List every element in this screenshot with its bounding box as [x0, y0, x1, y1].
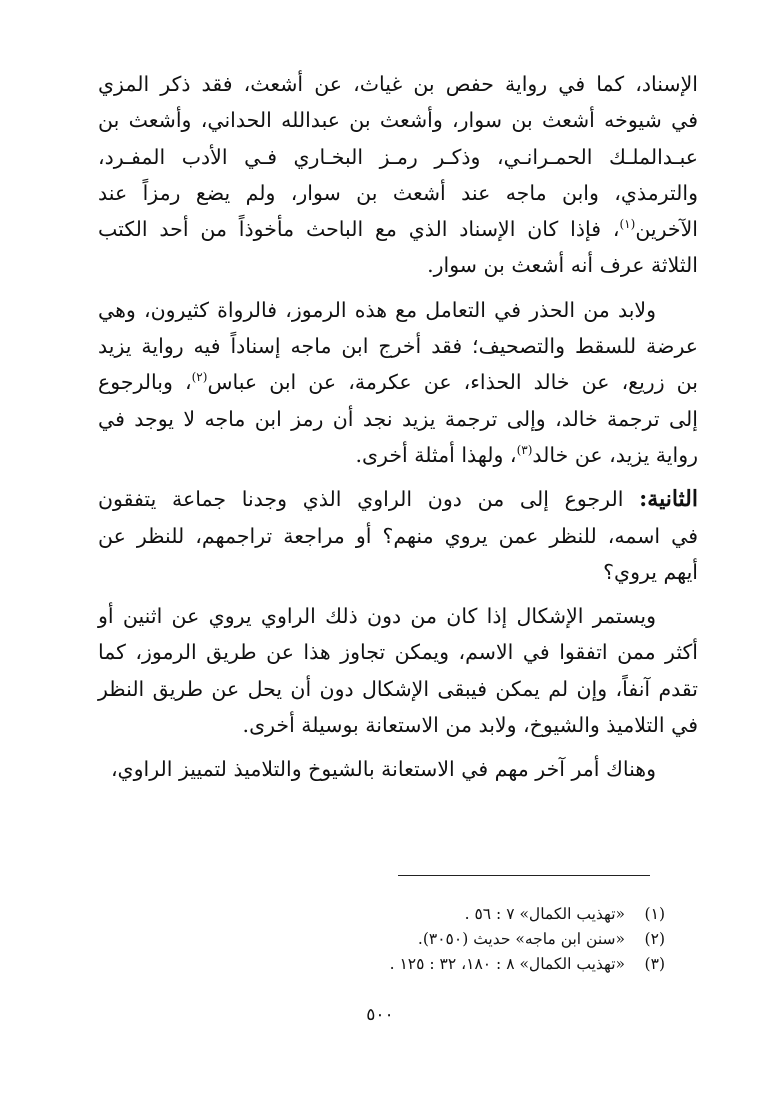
- text-fragment: ، وبالرجوع: [98, 370, 192, 395]
- text-fragment: الآخرين: [635, 217, 698, 242]
- text-line: الثلاثة عرف أنه أشعث بن سوار.: [427, 253, 698, 278]
- text-line: [98, 481, 698, 517]
- text-fragment: ، فإذا كان الإسناد الذي مع الباحث مأخوذاً من أحد الكتب: [98, 217, 620, 242]
- footnotes: [105, 902, 665, 977]
- text-line: إلى ترجمة خالد، وإلى ترجمة يزيد نجد أن رمز ابن ماجه لا يوجد في: [98, 406, 698, 431]
- text-line: في اسمه، للنظر عمن يروي منهم؟ أو مراجعة تراجمهم، للنظر عن: [98, 523, 698, 548]
- footnote-number: (٣): [644, 955, 665, 973]
- footnote-ref-3: (٣): [516, 443, 533, 458]
- text-line: وهناك أمر آخر مهم في الاستعانة بالشيوخ والتلاميذ لتمييز الراوي،: [110, 757, 656, 782]
- footnote-number: (٢): [644, 930, 665, 948]
- footnote-ref-2: (٢): [191, 370, 208, 385]
- text-line: [98, 437, 698, 473]
- footnote-number: (١): [644, 905, 665, 923]
- section-heading: الثانية:: [639, 486, 698, 513]
- footnote-text: «سنن ابن ماجه» حديث (٣٠٥٠).: [417, 930, 625, 948]
- main-text: [98, 66, 698, 788]
- text-line: الإسناد، كما في رواية حفص بن غياث، عن أشعث، فقد ذكر المزي: [98, 72, 698, 96]
- paragraph-5: [98, 751, 698, 787]
- text-line: تقدم آنفاً، وإن لم يمكن فيبقى الإشكال دون أن يحل عن طريق النظر: [98, 676, 698, 701]
- footnote-text: «تهذيب الكمال» ٨ : ١٨٠، ٣٢ : ١٢٥ .: [389, 955, 625, 973]
- paragraph-3: [98, 481, 698, 590]
- text-line: [98, 211, 698, 247]
- page-number: ٥٠٠: [366, 1005, 394, 1025]
- text-fragment: بن زريع، عن خالد الحذاء، عن عكرمة، عن ابن عباس: [207, 370, 698, 395]
- paragraph-1: [98, 66, 698, 284]
- footnote-divider: [398, 875, 650, 876]
- text-line: عبـدالملـك الحمـرانـي، وذكـر رمـز البخـاري فـي الأدب المفـرد،: [98, 144, 698, 169]
- text-line: والترمذي، وابن ماجه عند أشعث بن سوار، ولم يضع رمزاً عند: [98, 180, 698, 205]
- text-fragment: رواية يزيد، عن خالد: [532, 442, 698, 467]
- footnote-2: [105, 927, 665, 952]
- text-line: [98, 364, 698, 400]
- footnote-3: [105, 952, 665, 977]
- paragraph-2: [98, 292, 698, 473]
- text-line: في شيوخه أشعث بن سوار، وأشعث بن عبدالله الحداني، وأشعث بن: [98, 108, 698, 133]
- text-line: ولابد من الحذر في التعامل مع هذه الرموز، فالرواة كثيرون، وهي: [98, 297, 656, 322]
- footnote-1: [105, 902, 665, 927]
- footnote-text: «تهذيب الكمال» ٧ : ٥٦ .: [464, 905, 625, 923]
- text-fragment: الرجوع إلى من دون الراوي الذي وجدنا جماعة يتفقون: [98, 487, 624, 512]
- text-line: أيهم يروي؟: [603, 559, 698, 584]
- text-fragment: ، ولهذا أمثلة أخرى.: [355, 442, 517, 467]
- paragraph-4: [98, 598, 698, 743]
- footnote-ref-1: (١): [619, 217, 636, 232]
- text-line: أكثر ممن اتفقوا في الاسم، ويمكن تجاوز هذا عن طريق الرموز، كما: [98, 640, 698, 665]
- text-line: في التلاميذ والشيوخ، ولابد من الاستعانة بوسيلة أخرى.: [242, 713, 698, 738]
- text-line: عرضة للسقط والتصحيف؛ فقد أخرج ابن ماجه إسناداً فيه رواية يزيد: [98, 334, 698, 359]
- text-line: ويستمر الإشكال إذا كان من دون ذلك الراوي يروي عن اثنين أو: [98, 604, 656, 629]
